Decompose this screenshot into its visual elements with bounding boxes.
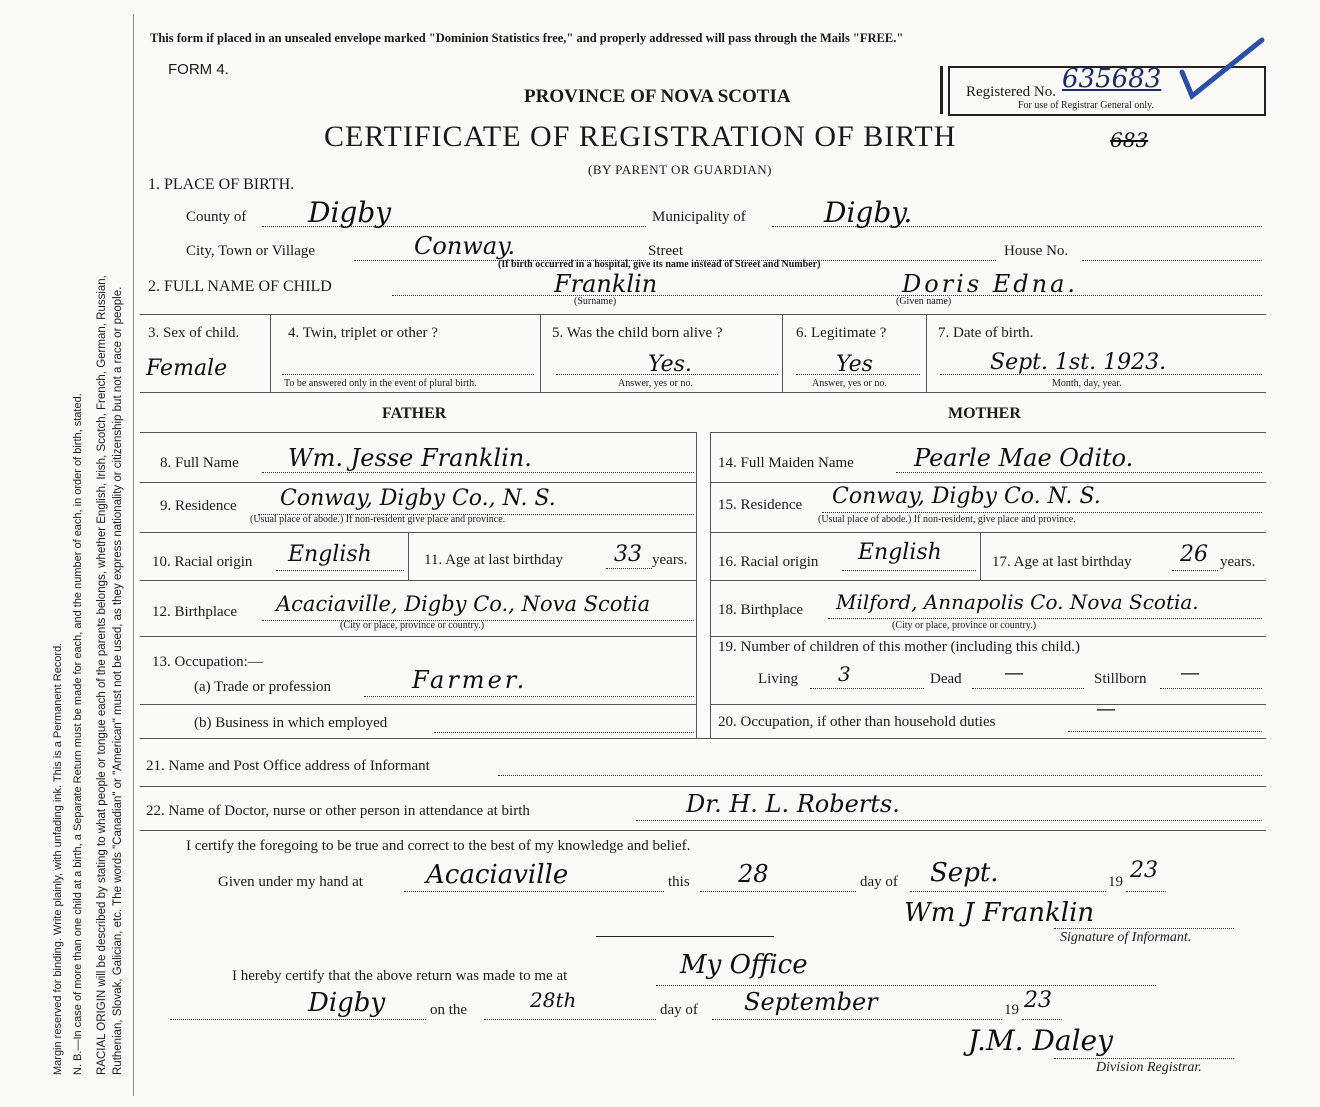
father-race-label: 10. Racial origin [152,554,253,570]
alive-note: Answer, yes or no. [618,378,693,389]
father-age-value: 33 [614,542,642,567]
given-label: Given under my hand at [218,874,363,890]
dob-note: Month, day, year. [1052,378,1122,389]
informant-certification: I certify the foregoing to be true and correct to the best of my knowledge and belief. [186,838,691,854]
this-label: this [668,874,690,890]
informant-signature-caption: Signature of Informant. [1060,930,1192,945]
house-number-label: House No. [1004,243,1069,259]
binding-margin-rule [133,14,134,1096]
municipality-label: Municipality of [652,209,746,225]
mail-note: This form if placed in an unsealed envelope marked "Dominion Statistics free," and properly addressed will pass through the Mails "FREE." [150,31,904,45]
registrar-on-label: on the [430,1002,468,1018]
margin-note-multiple-births: N. B.—In case of more than one child at a birth, a Separate Return must be made for each, and the number of each, in order of birth, stated. [72,393,84,1075]
dayof-label: day of [860,874,898,890]
alive-value: Yes. [648,352,692,377]
street-label: Street [648,243,683,259]
father-occupation-label: 13. Occupation:— [152,654,263,670]
dob-label: 7. Date of birth. [938,325,1034,341]
informant-month-value: Sept. [930,858,999,888]
mother-residence-value: Conway, Digby Co. N. S. [832,484,1101,509]
mother-heading: MOTHER [948,405,1021,422]
twin-label: 4. Twin, triplet or other ? [288,325,438,341]
informant-day-value: 28 [738,860,769,888]
father-residence-value: Conway, Digby Co., N. S. [280,486,556,511]
father-residence-note: (Usual place of abode.) If non-resident give place and province. [250,514,506,525]
margin-note-racial-origin-1: RACIAL ORIGIN will be described by stating to what people or tongue each of the parents belongs, whether English, Irish, Scotch, French, German, Russian, [96,275,108,1075]
trade-value: Farmer. [412,666,528,694]
father-birthplace-value: Acaciaville, Digby Co., Nova Scotia [276,592,651,616]
informant-signature: Wm J Franklin [904,898,1095,928]
certificate-subtitle: (BY PARENT OR GUARDIAN) [588,162,773,177]
father-age-label: 11. Age at last birthday [424,552,563,568]
father-age-unit: years. [652,552,688,568]
stillborn-value: — [1180,660,1200,684]
registrar-year-value: 23 [1024,988,1052,1013]
informant-year-value: 23 [1130,858,1158,883]
registrar-year-prefix: 19 [1004,1002,1019,1018]
registrar-month-value: September [744,988,878,1016]
row3-top-rule [140,314,1266,315]
informant-year-prefix: 19 [1108,874,1123,890]
registered-label: Registered No. [966,84,1056,100]
mother-age-unit: years. [1220,554,1256,570]
mother-age-label: 17. Age at last birthday [992,554,1132,570]
father-race-value: English [288,542,372,567]
parents-divider [696,432,697,738]
mother-birthplace-label: 18. Birthplace [718,602,803,618]
legitimate-note: Answer, yes or no. [812,378,887,389]
registrar-place-value: My Office [680,950,808,980]
registration-box-bar [940,66,943,114]
hospital-note: (If birth occurred in a hospital, give its name instead of Street and Number) [498,259,821,270]
dead-label: Dead [930,671,962,687]
sex-label: 3. Sex of child. [148,325,240,341]
municipality-value: Digby. [824,196,913,229]
business-label: (b) Business in which employed [194,715,388,731]
father-name-label: 8. Full Name [160,455,239,471]
registrar-certification: I hereby certify that the above return was made to me at [232,968,568,984]
dead-value: — [1004,660,1024,684]
children-count-label: 19. Number of children of this mother (including this child.) [718,639,1081,655]
mother-race-value: English [858,540,942,565]
certificate-title: CERTIFICATE OF REGISTRATION OF BIRTH [324,120,957,153]
registrar-day-value: 28th [530,988,577,1012]
child-name-label: 2. FULL NAME OF CHILD [148,278,332,295]
dob-value: Sept. 1st. 1923. [990,350,1167,375]
registrar-town-value: Digby [308,988,386,1018]
registrar-signature-caption: Division Registrar. [1096,1060,1202,1075]
informant-label: 21. Name and Post Office address of Informant [146,758,430,774]
city-value: Conway. [414,232,516,260]
row3-bottom-rule [140,392,1266,393]
place-heading: 1. PLACE OF BIRTH. [148,176,295,193]
twin-note: To be answered only in the event of plural birth. [284,378,477,389]
margin-note-racial-origin-2: Ruthenian, Slovak, Galician, etc. The words "Canadian" or "American" must not be used, as they express nationality or citizenship but not a race or people. [112,286,124,1075]
alive-label: 5. Was the child born alive ? [552,325,723,341]
father-heading: FATHER [382,405,447,422]
given-place-value: Acaciaville [426,860,569,890]
given-caption: (Given name) [896,296,952,307]
mother-occupation-value: — [1096,696,1116,720]
registrar-note: For use of Registrar General only. [1018,100,1154,111]
mother-birthplace-value: Milford, Annapolis Co. Nova Scotia. [836,590,1199,614]
father-name-value: Wm. Jesse Franklin. [288,444,532,472]
mother-name-value: Pearle Mae Odito. [914,444,1134,472]
legitimate-label: 6. Legitimate ? [796,325,887,341]
mother-age-value: 26 [1180,542,1208,567]
registrar-signature: J.M. Daley [968,1024,1113,1057]
city-label: City, Town or Village [186,243,316,259]
form-number: FORM 4. [168,61,229,78]
father-residence-label: 9. Residence [160,498,237,514]
legitimate-value: Yes [836,352,873,377]
certification-separator [596,936,774,937]
father-birthplace-label: 12. Birthplace [152,604,237,620]
county-value: Digby [308,196,392,229]
child-given-name: Doris Edna. [902,270,1079,298]
checkmark-icon [1178,34,1268,104]
county-label: County of [186,209,247,225]
struck-number: 683 [1110,128,1149,152]
mother-residence-note: (Usual place of abode.) If non-resident, give place and province. [818,514,1076,525]
trade-label: (a) Trade or profession [194,679,332,695]
mother-race-label: 16. Racial origin [718,554,819,570]
registered-number: 635683 [1062,64,1162,94]
doctor-value: Dr. H. L. Roberts. [686,790,900,818]
sex-value: Female [146,356,228,381]
surname-caption: (Surname) [574,296,617,307]
margin-note-binding: Margin reserved for binding. Write plainly, with unfading ink. This is a Permanent Record. [52,642,64,1075]
doctor-label: 22. Name of Doctor, nurse or other person in attendance at birth [146,803,530,819]
province-heading: PROVINCE OF NOVA SCOTIA [524,86,791,107]
mother-occupation-label: 20. Occupation, if other than household duties [718,714,996,730]
child-surname: Franklin [554,270,658,298]
stillborn-label: Stillborn [1094,671,1147,687]
registrar-dayof-label: day of [660,1002,698,1018]
mother-birthplace-note: (City or place, province or country.) [892,620,1037,631]
living-value: 3 [838,662,851,686]
father-birthplace-note: (City or place, province or country.) [340,620,485,631]
living-label: Living [758,671,798,687]
mother-residence-label: 15. Residence [718,497,803,513]
mother-name-label: 14. Full Maiden Name [718,455,854,471]
